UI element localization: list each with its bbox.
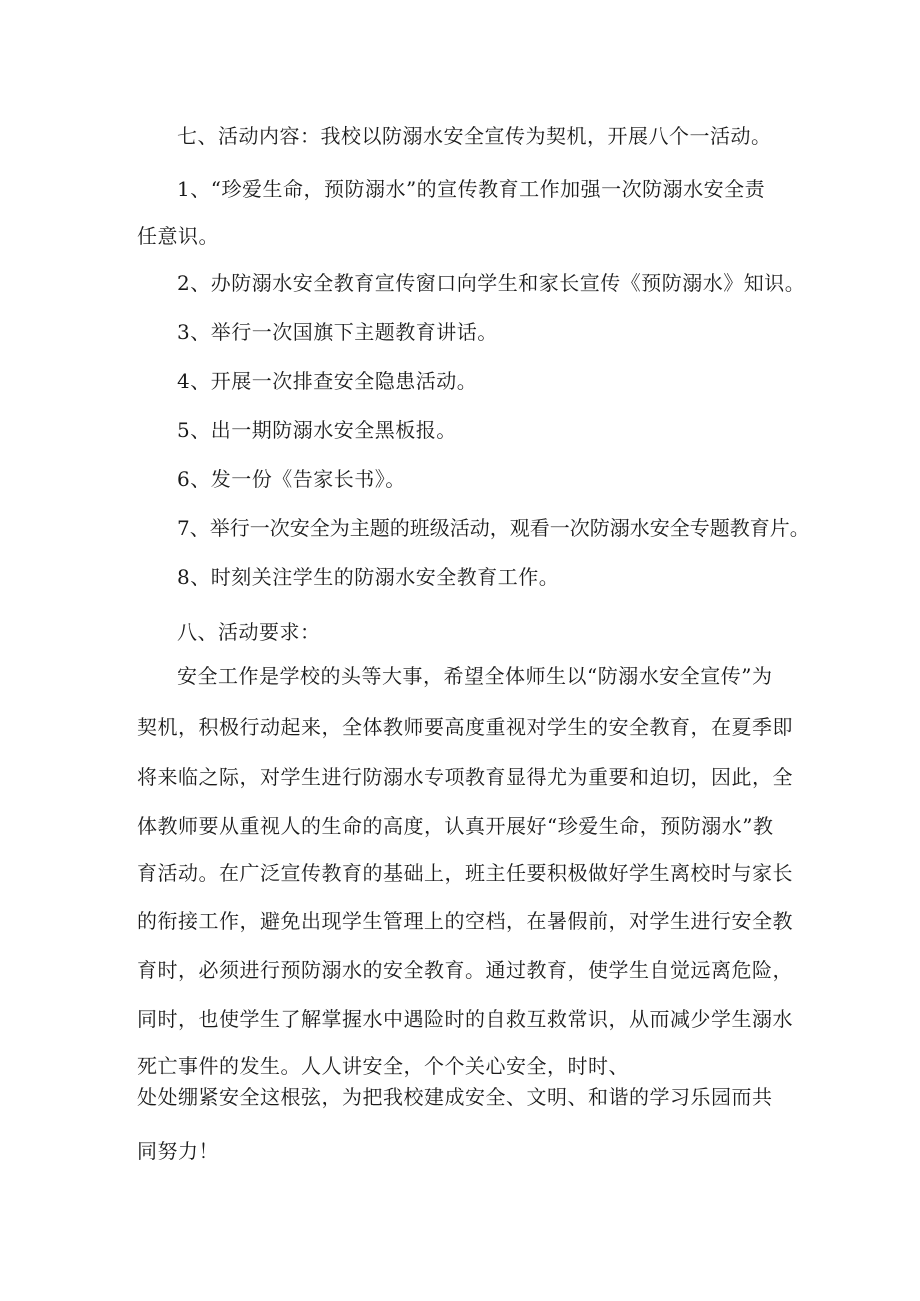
section-8-heading: 八、活动要求：: [177, 620, 321, 644]
list-item-7: 7、举行一次安全为主题的班级活动，观看一次防溺水安全专题教育片。: [177, 516, 810, 540]
section-7-heading: 七、活动内容：我校以防溺水安全宣传为契机，开展八个一活动。: [177, 124, 772, 148]
list-item-5: 5、出一期防溺水安全黑板报。: [177, 418, 457, 442]
paragraph-line-11: 同努力！: [137, 1139, 219, 1163]
paragraph-line-3: 将来临之际，对学生进行防溺水专项教育显得尤为重要和迫切，因此，全: [137, 765, 793, 789]
list-item-1-line-1: 1、“珍爱生命，预防溺水”的宣传教育工作加强一次防溺水安全责: [177, 177, 766, 201]
list-item-2: 2、办防溺水安全教育宣传窗口向学生和家长宣传《预防溺水》知识。: [177, 271, 806, 295]
paragraph-line-4: 体教师要从重视人的生命的高度，认真开展好“珍爱生命，预防溺水”教: [137, 814, 774, 838]
paragraph-line-9: 死亡事件的发生。人人讲安全，个个关心安全，时时、: [137, 1054, 629, 1078]
list-item-8: 8、时刻关注学生的防溺水安全教育工作。: [177, 565, 560, 589]
list-item-1-line-2: 任意识。: [137, 224, 219, 248]
paragraph-line-8: 同时，也使学生了解掌握水中遇险时的自救互救常识，从而减少学生溺水: [137, 1007, 793, 1031]
paragraph-line-6: 的衔接工作，避免出现学生管理上的空档，在暑假前，对学生进行安全教: [137, 909, 793, 933]
paragraph-line-7: 育时，必须进行预防溺水的安全教育。通过教育，使学生自觉远离危险，: [137, 958, 793, 982]
paragraph-line-2: 契机，积极行动起来，全体教师要高度重视对学生的安全教育，在夏季即: [137, 715, 793, 739]
paragraph-line-5: 育活动。在广泛宣传教育的基础上，班主任要积极做好学生离校时与家长: [137, 861, 793, 885]
list-item-3: 3、举行一次国旗下主题教育讲话。: [177, 320, 498, 344]
paragraph-line-1: 安全工作是学校的头等大事，希望全体师生以“防溺水安全宣传”为: [177, 664, 773, 688]
list-item-6: 6、发一份《告家长书》。: [177, 467, 406, 491]
list-item-4: 4、开展一次排查安全隐患活动。: [177, 369, 478, 393]
paragraph-line-10: 处处绷紧安全这根弦，为把我校建成安全、文明、和谐的学习乐园而共: [137, 1085, 773, 1109]
